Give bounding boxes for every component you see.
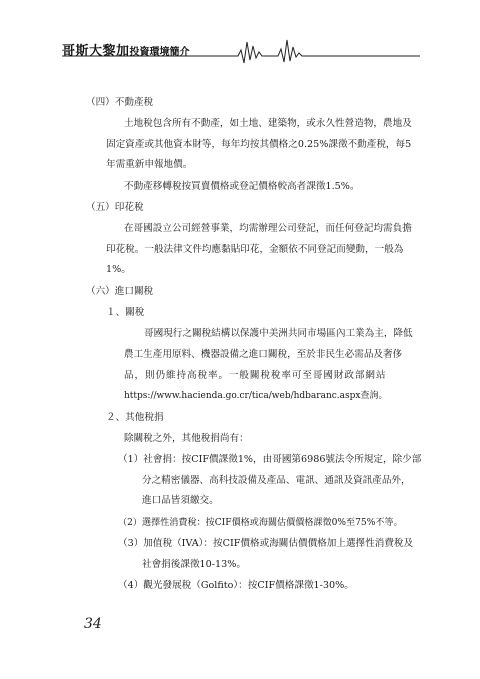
page-number: 34 — [84, 616, 102, 632]
paragraph-line: 1%。 — [106, 264, 131, 275]
subsection-1-heading: １、關稅 — [106, 307, 145, 318]
list-item-line: （3）加值稅（IVA）：按CIF價格或海關估價價格加上選擇性消費稅及 — [118, 538, 414, 549]
header-title — [62, 40, 190, 59]
page-header — [0, 0, 480, 70]
section-6-heading: （六）進口關稅 — [86, 286, 154, 297]
list-item-line: 進口品皆須繳交。 — [142, 495, 219, 506]
paragraph-line-with-url: https://www.hacienda.go.cr/tica/web/hdbaranc.aspx查詢。 — [124, 391, 388, 401]
header-title-sub: 投資環境簡介 — [129, 47, 190, 58]
list-item-line: 社會捐後課徵10-13%。 — [142, 559, 246, 570]
paragraph-line: 除關稅之外，其他稅捐尚有： — [124, 433, 249, 444]
list-item-line: （4）觀光發展稅（Golfito）：按CIF價格課徵1-30%。 — [118, 580, 354, 591]
paragraph-line: 年需重新申報地價。 — [106, 159, 193, 170]
list-item-line: 分之精密儀器、高科技設備及產品、電訊、通訊及資訊產品外， — [142, 475, 411, 486]
list-item-line: （2）選擇性消費稅：按CIF價格或海關估價價格課徵0%至75%不等。 — [118, 518, 403, 528]
paragraph-line: 農工生產用原料、機器設備之進口關稅，至於非民生必需品及奢侈 — [124, 349, 403, 360]
paragraph-line: 哥國現行之關稅結構以保護中美洲共同市場區內工業為主，降低 — [144, 328, 413, 339]
section-4-heading: （四）不動產稅 — [86, 97, 154, 108]
paragraph-line: 品，則仍維持高稅率。一般關稅稅率可至哥國財政部網站 — [124, 370, 387, 381]
list-item-line: （1）社會捐：按CIF價課徵1%，由哥國第6986號法令所規定，除少部 — [118, 454, 422, 465]
paragraph-line: 固定資產或其他資本財等，每年均按其價格之0.25%課徵不動產稅，每5 — [106, 139, 412, 150]
paragraph-line: 土地稅包含所有不動產，如土地、建築物，或永久性營造物，農地及 — [124, 118, 412, 129]
paragraph-line: 不動產移轉稅按買賣價格或登記價格較高者課徵1.5%。 — [124, 181, 360, 192]
header-title-main: 哥斯大黎加 — [62, 44, 130, 59]
subsection-2-heading: ２、其他稅捐 — [106, 412, 164, 423]
section-5-heading: （五）印花稅 — [86, 202, 144, 213]
paragraph-line: 印花稅。一般法律文件均應黏貼印花，金額依不同登記而變動，一般為 — [106, 244, 404, 255]
paragraph-line: 在哥國設立公司經營事業，均需辦理公司登記，而任何登記均需負擔 — [124, 223, 412, 234]
